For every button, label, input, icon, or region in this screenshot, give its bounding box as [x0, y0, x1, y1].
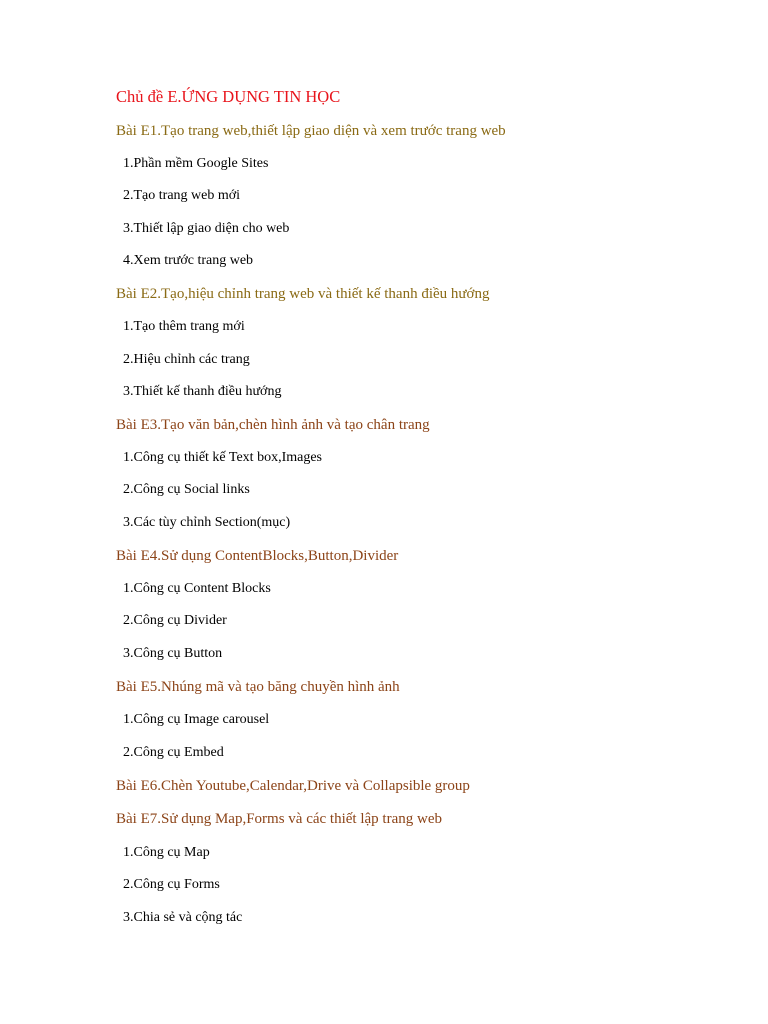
- lesson-title-e4: Bài E4.Sử dụng ContentBlocks,Button,Divider: [116, 548, 399, 564]
- list-item: 1.Công cụ Content Blocks: [123, 581, 271, 596]
- list-item: 2.Hiệu chỉnh các trang: [123, 352, 250, 367]
- lesson-title-e6: Bài E6.Chèn Youtube,Calendar,Drive và Collapsible group: [116, 778, 470, 794]
- lesson-title-e1: Bài E1.Tạo trang web,thiết lập giao diện và xem trước trang web: [116, 123, 506, 139]
- list-item: 2.Công cụ Social links: [123, 482, 250, 497]
- list-item: 1.Công cụ Map: [123, 845, 210, 860]
- lesson-title-e5: Bài E5.Nhúng mã và tạo băng chuyền hình ảnh: [116, 679, 400, 695]
- list-item: 2.Tạo trang web mới: [123, 188, 241, 203]
- list-item: 1.Công cụ Image carousel: [123, 712, 270, 727]
- list-item: 3.Chia sẻ và cộng tác: [123, 910, 243, 925]
- list-item: 1.Tạo thêm trang mới: [123, 319, 245, 334]
- list-item: 3.Thiết lập giao diện cho web: [123, 221, 290, 236]
- lesson-title-e2: Bài E2.Tạo,hiệu chỉnh trang web và thiết kế thanh điều hướng: [116, 286, 490, 302]
- lesson-title-e7: Bài E7.Sử dụng Map,Forms và các thiết lập trang web: [116, 811, 442, 827]
- list-item: 2.Công cụ Forms: [123, 877, 220, 892]
- list-item: 3.Các tùy chỉnh Section(mục): [123, 515, 291, 530]
- list-item: 4.Xem trước trang web: [123, 253, 254, 268]
- list-item: 2.Công cụ Divider: [123, 613, 227, 628]
- document-title: Chủ đề E.ỨNG DỤNG TIN HỌC: [116, 87, 341, 106]
- list-item: 1.Phần mềm Google Sites: [123, 156, 269, 171]
- list-item: 2.Công cụ Embed: [123, 745, 224, 760]
- list-item: 3.Thiết kế thanh điều hướng: [123, 384, 282, 399]
- list-item: 1.Công cụ thiết kế Text box,Images: [123, 450, 323, 465]
- list-item: 3.Công cụ Button: [123, 646, 223, 661]
- lesson-title-e3: Bài E3.Tạo văn bản,chèn hình ảnh và tạo chân trang: [116, 417, 430, 433]
